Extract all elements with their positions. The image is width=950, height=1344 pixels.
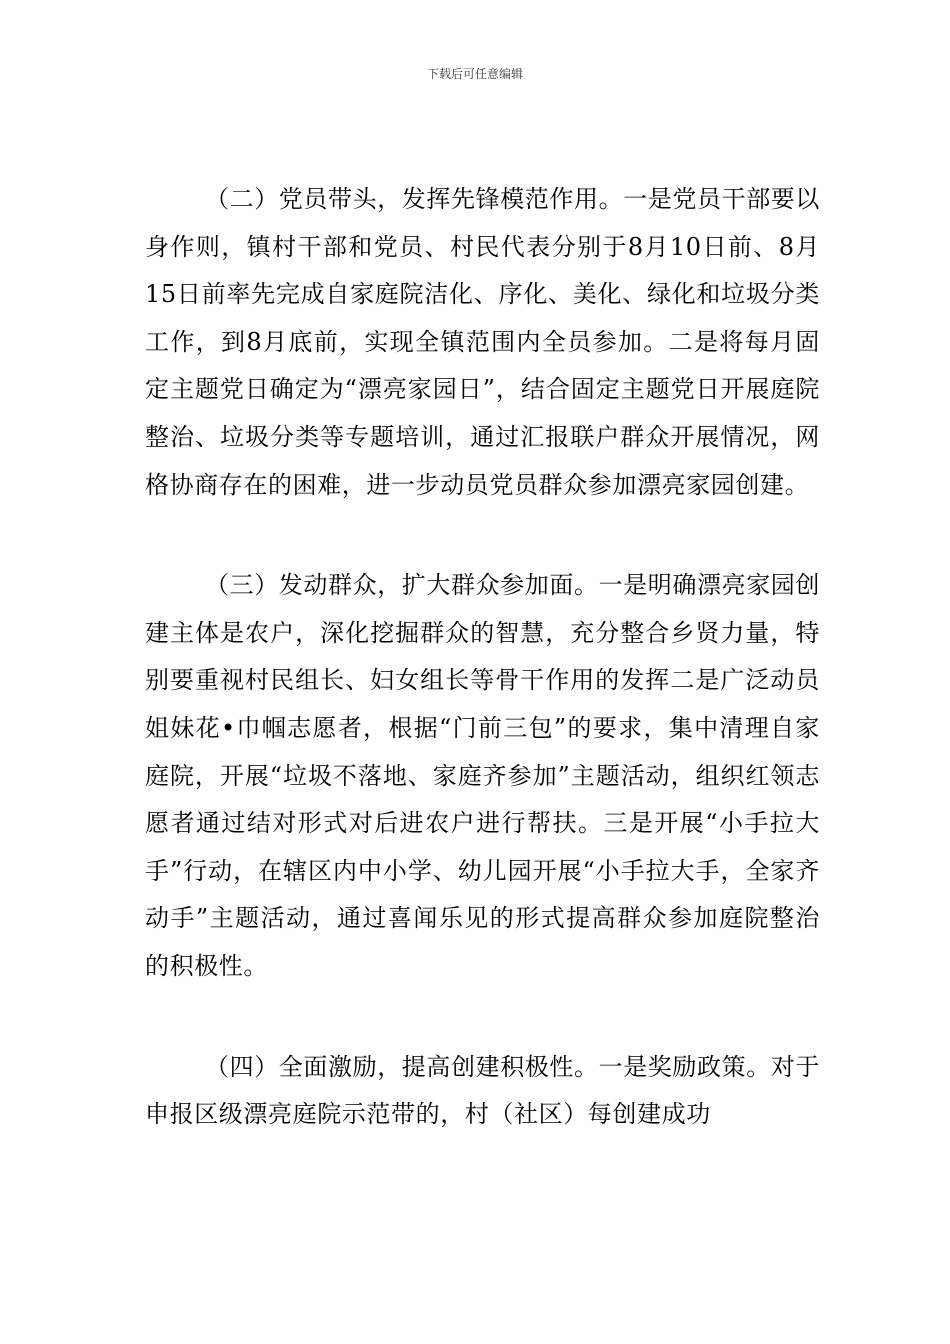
paragraph-party-members: （二）党员带头，发挥先锋模范作用。一是党员干部要以身作则，镇村干部和党员、村民代表分别于8月10日前、8月15日前率先完成自家庭院洁化、序化、美化、绿化和垃圾分类工作，到8月底前，实现全镇范围内全员参加。二是将每月固定主题党日确定为“漂亮家园日”，结合固定主题党日开展庭院整治、垃圾分类等专题培训，通过汇报联户群众开展情况，网格协商存在的困难，进一步动员党员群众参加漂亮家园创建。	[145, 185, 820, 499]
paragraph-incentives: （四）全面激励，提高创建积极性。一是奖励政策。对于申报区级漂亮庭院示范带的，村（社区）每创建成功	[145, 1052, 820, 1129]
header-note: 下载后可任意编辑	[426, 67, 523, 81]
paragraph-mobilize-masses: （三）发动群众，扩大群众参加面。一是明确漂亮家园创建主体是农户，深化挖掘群众的智慧，充分整合乡贤力量，特别要重视村民组长、妇女组长等骨干作用的发挥二是广泛动员姐妹花•巾帼志愿者，根据“门前三包”的要求，集中清理自家庭院，开展“垃圾不落地、家庭齐参加”主题活动，组织红领志愿者通过结对形式对后进农户进行帮扶。三是开展“小手拉大手”行动，在辖区内中小学、幼儿园开展“小手拉大手，全家齐动手”主题活动，通过喜闻乐见的形式提高群众参加庭院整治的积极性。	[145, 571, 820, 980]
document-body	[145, 176, 820, 1139]
